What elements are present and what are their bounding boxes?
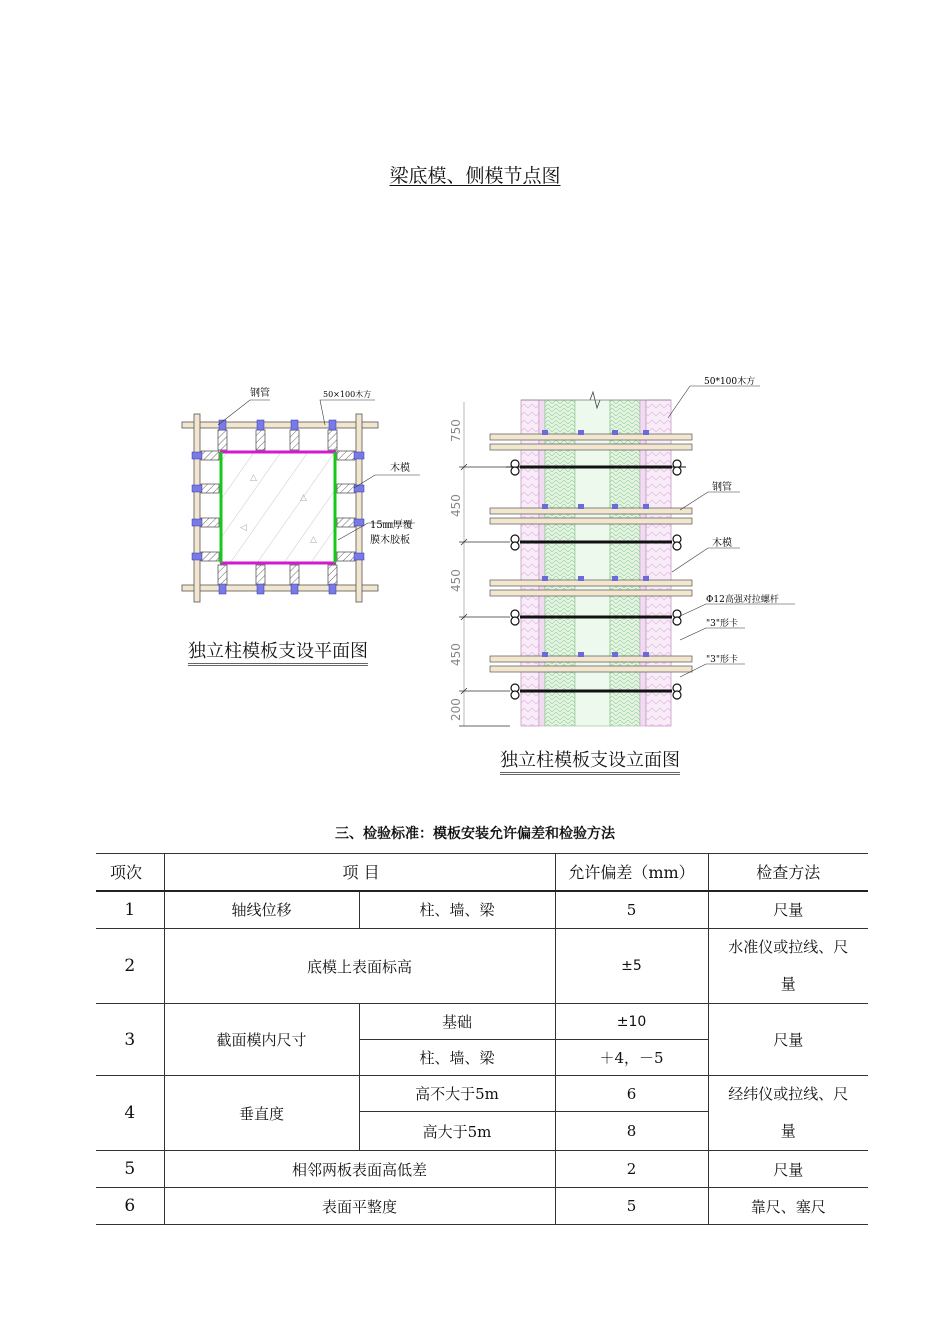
plan-label-timber: 50×100木方	[323, 390, 372, 399]
elev-label-bolt: Φ12高强对拉螺杆	[706, 595, 779, 605]
elev-label-wood-form: 木模	[712, 538, 732, 549]
table-row: 高大于5m 8	[96, 1112, 868, 1151]
table-row: 4 垂直度 高不大于5m 6 经纬仪或拉线、尺 量	[96, 1076, 868, 1112]
dim-450-a: 450	[449, 494, 463, 517]
dim-450-b: 450	[449, 569, 463, 592]
plan-label-plywood-2: 膜木胶板	[370, 535, 410, 546]
plan-label-plywood-1: 15㎜厚覆	[370, 520, 413, 531]
svg-text:△: △	[300, 493, 307, 503]
tolerance-table	[96, 853, 868, 1225]
table-row: 3 截面模内尺寸 基础 ±10 尺量	[96, 1004, 868, 1040]
header-item: 项 目	[164, 854, 555, 891]
svg-text:◁: ◁	[240, 523, 247, 533]
column-formwork-plan-drawing	[170, 380, 430, 610]
plan-label-steel-pipe: 钢管	[250, 388, 270, 399]
elev-label-timber: 50*100木方	[704, 377, 756, 387]
elev-label-steel-pipe: 钢管	[712, 482, 732, 493]
elevation-caption: 独立柱模板支设立面图	[500, 746, 680, 772]
plan-label-wood-form: 木模	[390, 463, 410, 474]
table-header-row	[96, 854, 868, 891]
table-row: 2 底模上表面标高 ±5 水准仪或拉线、尺 量	[96, 929, 868, 1004]
table-row: 柱、墙、梁 ＋4，－5	[96, 1040, 868, 1076]
elev-label-clip-1: "3"形卡	[706, 619, 739, 629]
column-formwork-elevation-drawing	[440, 372, 810, 732]
page-title: 梁底模、侧模节点图	[389, 165, 561, 187]
table-row: 5 相邻两板表面高低差 2 尺量	[96, 1151, 868, 1188]
dim-450-c: 450	[449, 643, 463, 666]
header-method: 检查方法	[708, 854, 868, 891]
header-tolerance: 允许偏差（mm）	[555, 854, 708, 891]
elev-label-clip-2: "3"形卡	[706, 655, 739, 665]
header-no: 项次	[96, 854, 164, 891]
dim-200: 200	[449, 698, 463, 721]
plan-caption: 独立柱模板支设平面图	[188, 637, 368, 663]
svg-text:△: △	[310, 535, 317, 545]
section-title: 三、检验标准：模板安装允许偏差和检验方法	[335, 826, 615, 842]
svg-text:△: △	[250, 473, 257, 483]
dim-750: 750	[449, 419, 463, 442]
table-row: 6 表面平整度 5 靠尺、塞尺	[96, 1188, 868, 1225]
table-row: 1 轴线位移 柱、墙、梁 5 尺量	[96, 891, 868, 929]
